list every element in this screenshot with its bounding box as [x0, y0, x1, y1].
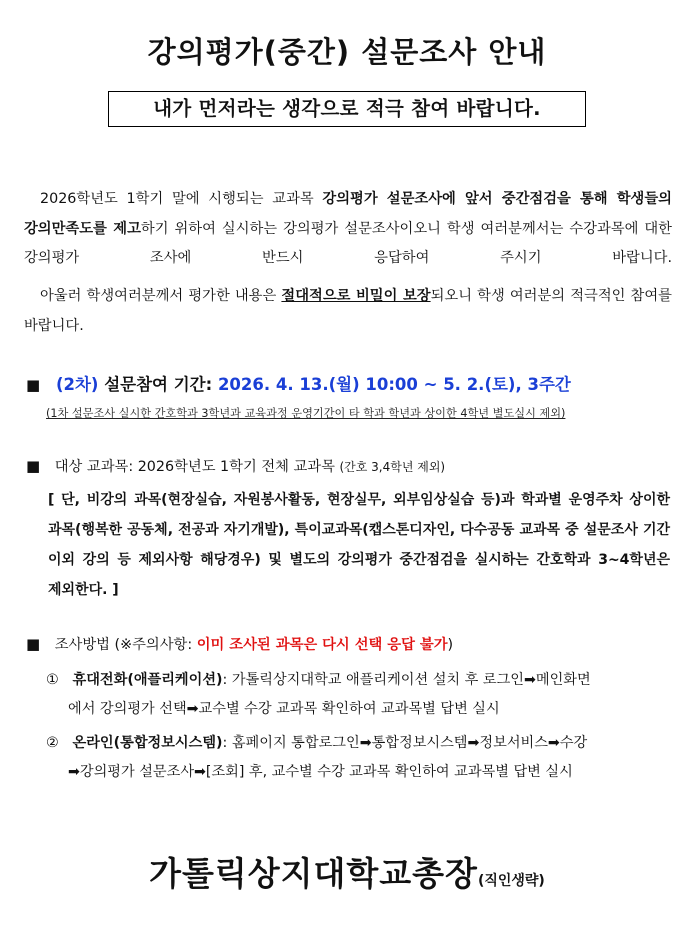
intro-paragraph-2 — [24, 282, 672, 341]
page-title: 강의평가(중간) 설문조사 안내 — [147, 35, 547, 69]
period-note-row — [46, 402, 565, 421]
period-label: 설문참여 기간: — [104, 375, 213, 394]
intro-p1-emphasis: 강의평가 설문조사에 앞서 중간점검을 통해 학생들의 강의만족도를 제고 — [24, 191, 672, 237]
seal-omitted-note: (직인생략) — [477, 873, 545, 889]
intro-paragraph-1 — [24, 185, 672, 274]
subtitle-box: 내가 먼저라는 생각으로 적극 참여 바랍니다. — [108, 91, 586, 127]
method-item-1-line1: : 가톨릭상지대학교 애플리케이션 설치 후 로그인➡메인화면 — [222, 672, 591, 688]
method-item-2-name: 온라인(통합정보시스템) — [72, 735, 223, 751]
intro-p2-emphasis: 절대적으로 비밀이 보장 — [281, 288, 431, 304]
intro-p2-text-c: 되오니 학생 여러분의 적극적인 참여를 바랍니다. — [24, 288, 672, 334]
period-round: (2차) — [55, 375, 99, 394]
method-item-2-number: ② — [46, 735, 59, 751]
target-exclusion: [ 단, 비강의 과목(현장실습, 자원봉사활동, 현장실무, 외부임상실습 등)과 학과별 운영주차 상이한 과목(행복한 공동체, 전공과 자기개발), 특이교과목(캡스톤디자인, 다수공동 교과목 중 설문조사 기간 이외 강의 등 제외사항 해당경우) 및 별도의 강의평가 중간점검을 실시하는 간호학과 3~4학년은 제외한다. ] — [48, 492, 670, 598]
method-item-1-name: 휴대전화(애플리케이션) — [72, 672, 223, 688]
method-item-2-line2: ➡강의평가 설문조사➡[조회] 후, 교수별 수강 교과목 확인하여 교과목별 답변 실시 — [68, 763, 573, 780]
method-item-2 — [46, 729, 670, 786]
method-label: 조사방법 (※주의사항: — [54, 637, 197, 653]
method-row — [26, 634, 453, 654]
method-close: ) — [447, 637, 454, 653]
target-row — [26, 456, 445, 476]
issuer-signature — [0, 848, 694, 895]
method-item-2-line1: : 홈페이지 통합로그인➡통합정보시스템➡정보서비스➡수강 — [222, 735, 588, 751]
target-bullet: ■ — [26, 457, 41, 475]
method-item-1-line2: 에서 강의평가 선택➡교수별 수강 교과목 확인하여 교과목별 답변 실시 — [68, 700, 500, 717]
period-row — [26, 371, 571, 395]
period-bullet: ■ — [26, 376, 41, 394]
method-bullet: ■ — [26, 635, 41, 653]
intro-p1-text-c: 하기 위하여 실시하는 강의평가 설문조사이오니 학생 여러분께서는 수강과목에 대한 강의평가 조사에 반드시 응답하여 주시기 바랍니다. — [24, 220, 672, 266]
method-warning: 이미 조사된 과목은 다시 선택 응답 불가 — [196, 637, 448, 653]
method-item-1 — [46, 666, 670, 723]
issuer-name: 가톨릭상지대학교총장 — [149, 854, 478, 893]
period-value: 2026. 4. 13.(월) 10:00 ~ 5. 2.(토), 3주간 — [217, 375, 571, 394]
target-note: (간호 3,4학년 제외) — [339, 460, 446, 474]
method-item-1-number: ① — [46, 672, 59, 688]
target-text: 대상 교과목: 2026학년도 1학기 전체 교과목 — [54, 459, 335, 475]
period-note: (1차 설문조사 실시한 간호학과 3학년과 교육과정 운영기간이 타 학과 학년과 상이한 4학년 별도실시 제외) — [46, 407, 566, 420]
intro-p2-text-a: 아울러 학생여러분께서 평가한 내용은 — [40, 288, 282, 304]
intro-p1-text-a: 2026학년도 1학기 말에 시행되는 교과목 — [40, 191, 323, 207]
